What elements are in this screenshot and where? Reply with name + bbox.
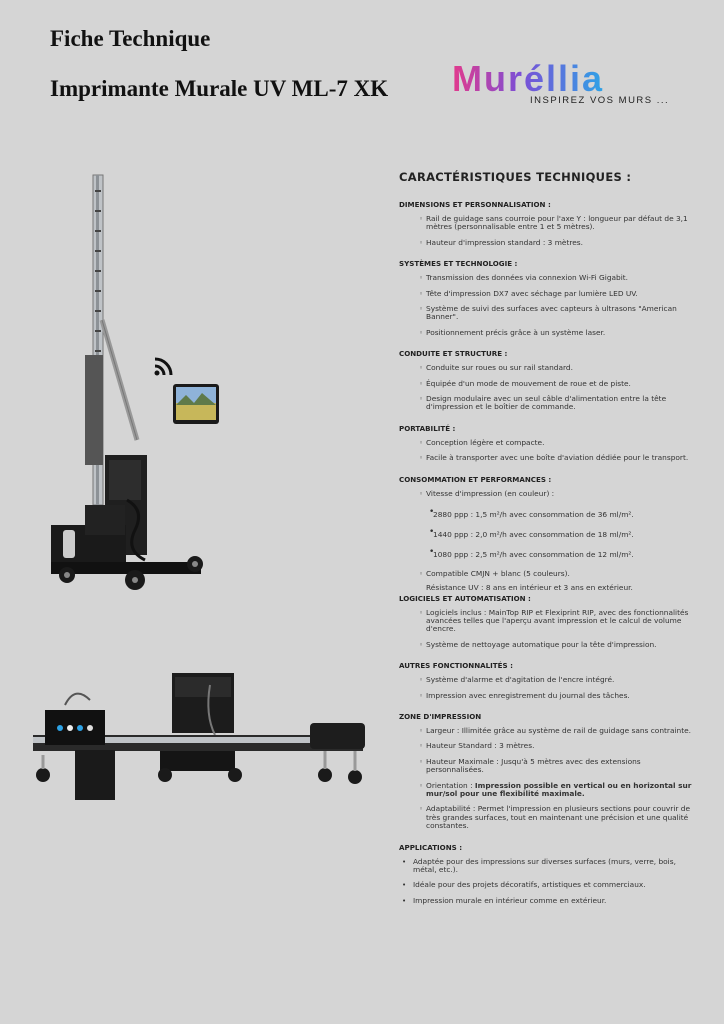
list-item: • Impression murale en intérieur comme en extérieur. — [402, 895, 607, 905]
spec-content — [399, 170, 699, 917]
list-item: ◦ Logiciels inclus : MainTop RIP et Flexiprint RIP, avec des fonctionnalités avancées telles que l'aperçu avant impression et le calcul de volume d'encre. — [419, 607, 689, 634]
list-item: ◦ Équipée d'un mode de mouvement de roue et de piste. — [419, 378, 631, 388]
section-zone — [399, 712, 699, 831]
tablet-icon — [172, 383, 220, 425]
list-item: ◦ Transmission des données via connexion Wi-Fi Gigabit. — [419, 273, 629, 283]
list-item: ◦ Vitesse d'impression (en couleur) : — [419, 488, 555, 498]
list-item: ◦ Système d'alarme et d'agitation de l'encre intégré. — [419, 675, 615, 685]
section-title: LOGICIELS ET AUTOMATISATION : — [399, 593, 531, 603]
list-item: ◦ Largeur : Illimitée grâce au système de rail de guidage sans contrainte. — [419, 725, 691, 735]
list-item: ◦ Rail de guidage sans courroie pour l'axe Y : longueur par défaut de 3,1 mètres (personnalisable entre 1 et 5 mètres). — [419, 214, 688, 232]
list-item: ◦ Orientation : Impression possible en vertical ou en horizontal sur mur/sol pour une flexibilité maximale. — [419, 780, 692, 798]
logo-tagline: INSPIREZ VOS MURS ... — [530, 95, 670, 106]
list-item: ◦ Facile à transporter avec une boîte d'aviation dédiée pour le transport. — [419, 453, 689, 463]
section-title: AUTRES FONCTIONNALITÉS : — [399, 661, 513, 671]
speed-row: • 1440 ppp : 2,0 m²/h avec consommation de 18 ml/m². — [429, 527, 634, 540]
list-item: • Adaptée pour des impressions sur diverses surfaces (murs, verre, bois, métal, etc.). — [402, 856, 676, 874]
section-title: APPLICATIONS : — [399, 842, 463, 852]
resistance-text: Résistance UV : 8 ans en intérieur et 3 ans en extérieur. — [426, 582, 633, 592]
list-item: ◦ Tête d'impression DX7 avec séchage par lumière LED UV. — [419, 288, 638, 298]
list-item: ◦ Système de suivi des surfaces avec capteurs à ultrasons "American Banner". — [419, 304, 677, 322]
section-consommation — [399, 475, 699, 592]
speed-row: • 2880 ppp : 1,5 m²/h avec consommation de 36 ml/m². — [429, 507, 634, 520]
product-title: Imprimante Murale UV ML-7 XK — [50, 76, 389, 101]
section-applications — [399, 843, 699, 906]
list-item: ◦ Compatible CMJN + blanc (5 couleurs). — [419, 569, 570, 579]
horizontal-printer-photo — [25, 665, 375, 810]
section-systemes — [399, 259, 699, 337]
section-portabilite — [399, 424, 699, 463]
list-item: • Idéale pour des projets décoratifs, artistiques et commerciaux. — [402, 880, 646, 890]
section-conduite — [399, 349, 699, 412]
section-title: DIMENSIONS ET PERSONNALISATION : — [399, 200, 551, 209]
speed-row: • 1080 ppp : 2,5 m²/h avec consommation de 12 ml/m². — [429, 547, 634, 560]
list-item: ◦ Positionnement précis grâce à un système laser. — [419, 327, 606, 337]
list-item: ◦ Conception légère et compacte. — [419, 437, 545, 447]
list-item: ◦ Hauteur d'impression standard : 3 mètres. — [419, 237, 583, 247]
list-item: ◦ Design modulaire avec un seul câble d'alimentation entre la tête d'impression et le boîtier de commande. — [419, 394, 667, 412]
list-item: ◦ Hauteur Standard : 3 mètres. — [419, 741, 535, 751]
list-item: ◦ Impression avec enregistrement du journal des tâches. — [419, 690, 630, 700]
wifi-icon — [153, 355, 175, 377]
section-title: PORTABILITÉ : — [399, 423, 456, 433]
list-item: ◦ Système de nettoyage automatique pour la tête d'impression. — [419, 639, 657, 649]
page-title: Fiche Technique — [50, 26, 211, 51]
section-logiciels — [399, 594, 699, 650]
section-title: CONDUITE ET STRUCTURE : — [399, 349, 508, 359]
section-dimensions — [399, 200, 699, 247]
murellia-logo — [452, 58, 702, 110]
list-item: ◦ Conduite sur roues ou sur rail standard. — [419, 363, 573, 373]
section-title: SYSTÈMES ET TECHNOLOGIE : — [399, 259, 518, 269]
list-item: ◦ Hauteur Maximale : Jusqu'à 5 mètres avec des extensions personnalisées. — [419, 756, 641, 775]
spec-main-title: CARACTÉRISTIQUES TECHNIQUES : — [399, 170, 632, 184]
section-autres — [399, 661, 699, 700]
logo-wordmark: Muréllia — [452, 58, 605, 99]
list-item: ◦ Adaptabilité : Permet l'impression en plusieurs sections pour couvrir de très grandes surfaces, tout en maintenant une précision et une qualité constantes. — [419, 804, 690, 831]
section-title: ZONE D'IMPRESSION — [399, 711, 482, 721]
section-title: CONSOMMATION ET PERFORMANCES : — [399, 474, 552, 484]
